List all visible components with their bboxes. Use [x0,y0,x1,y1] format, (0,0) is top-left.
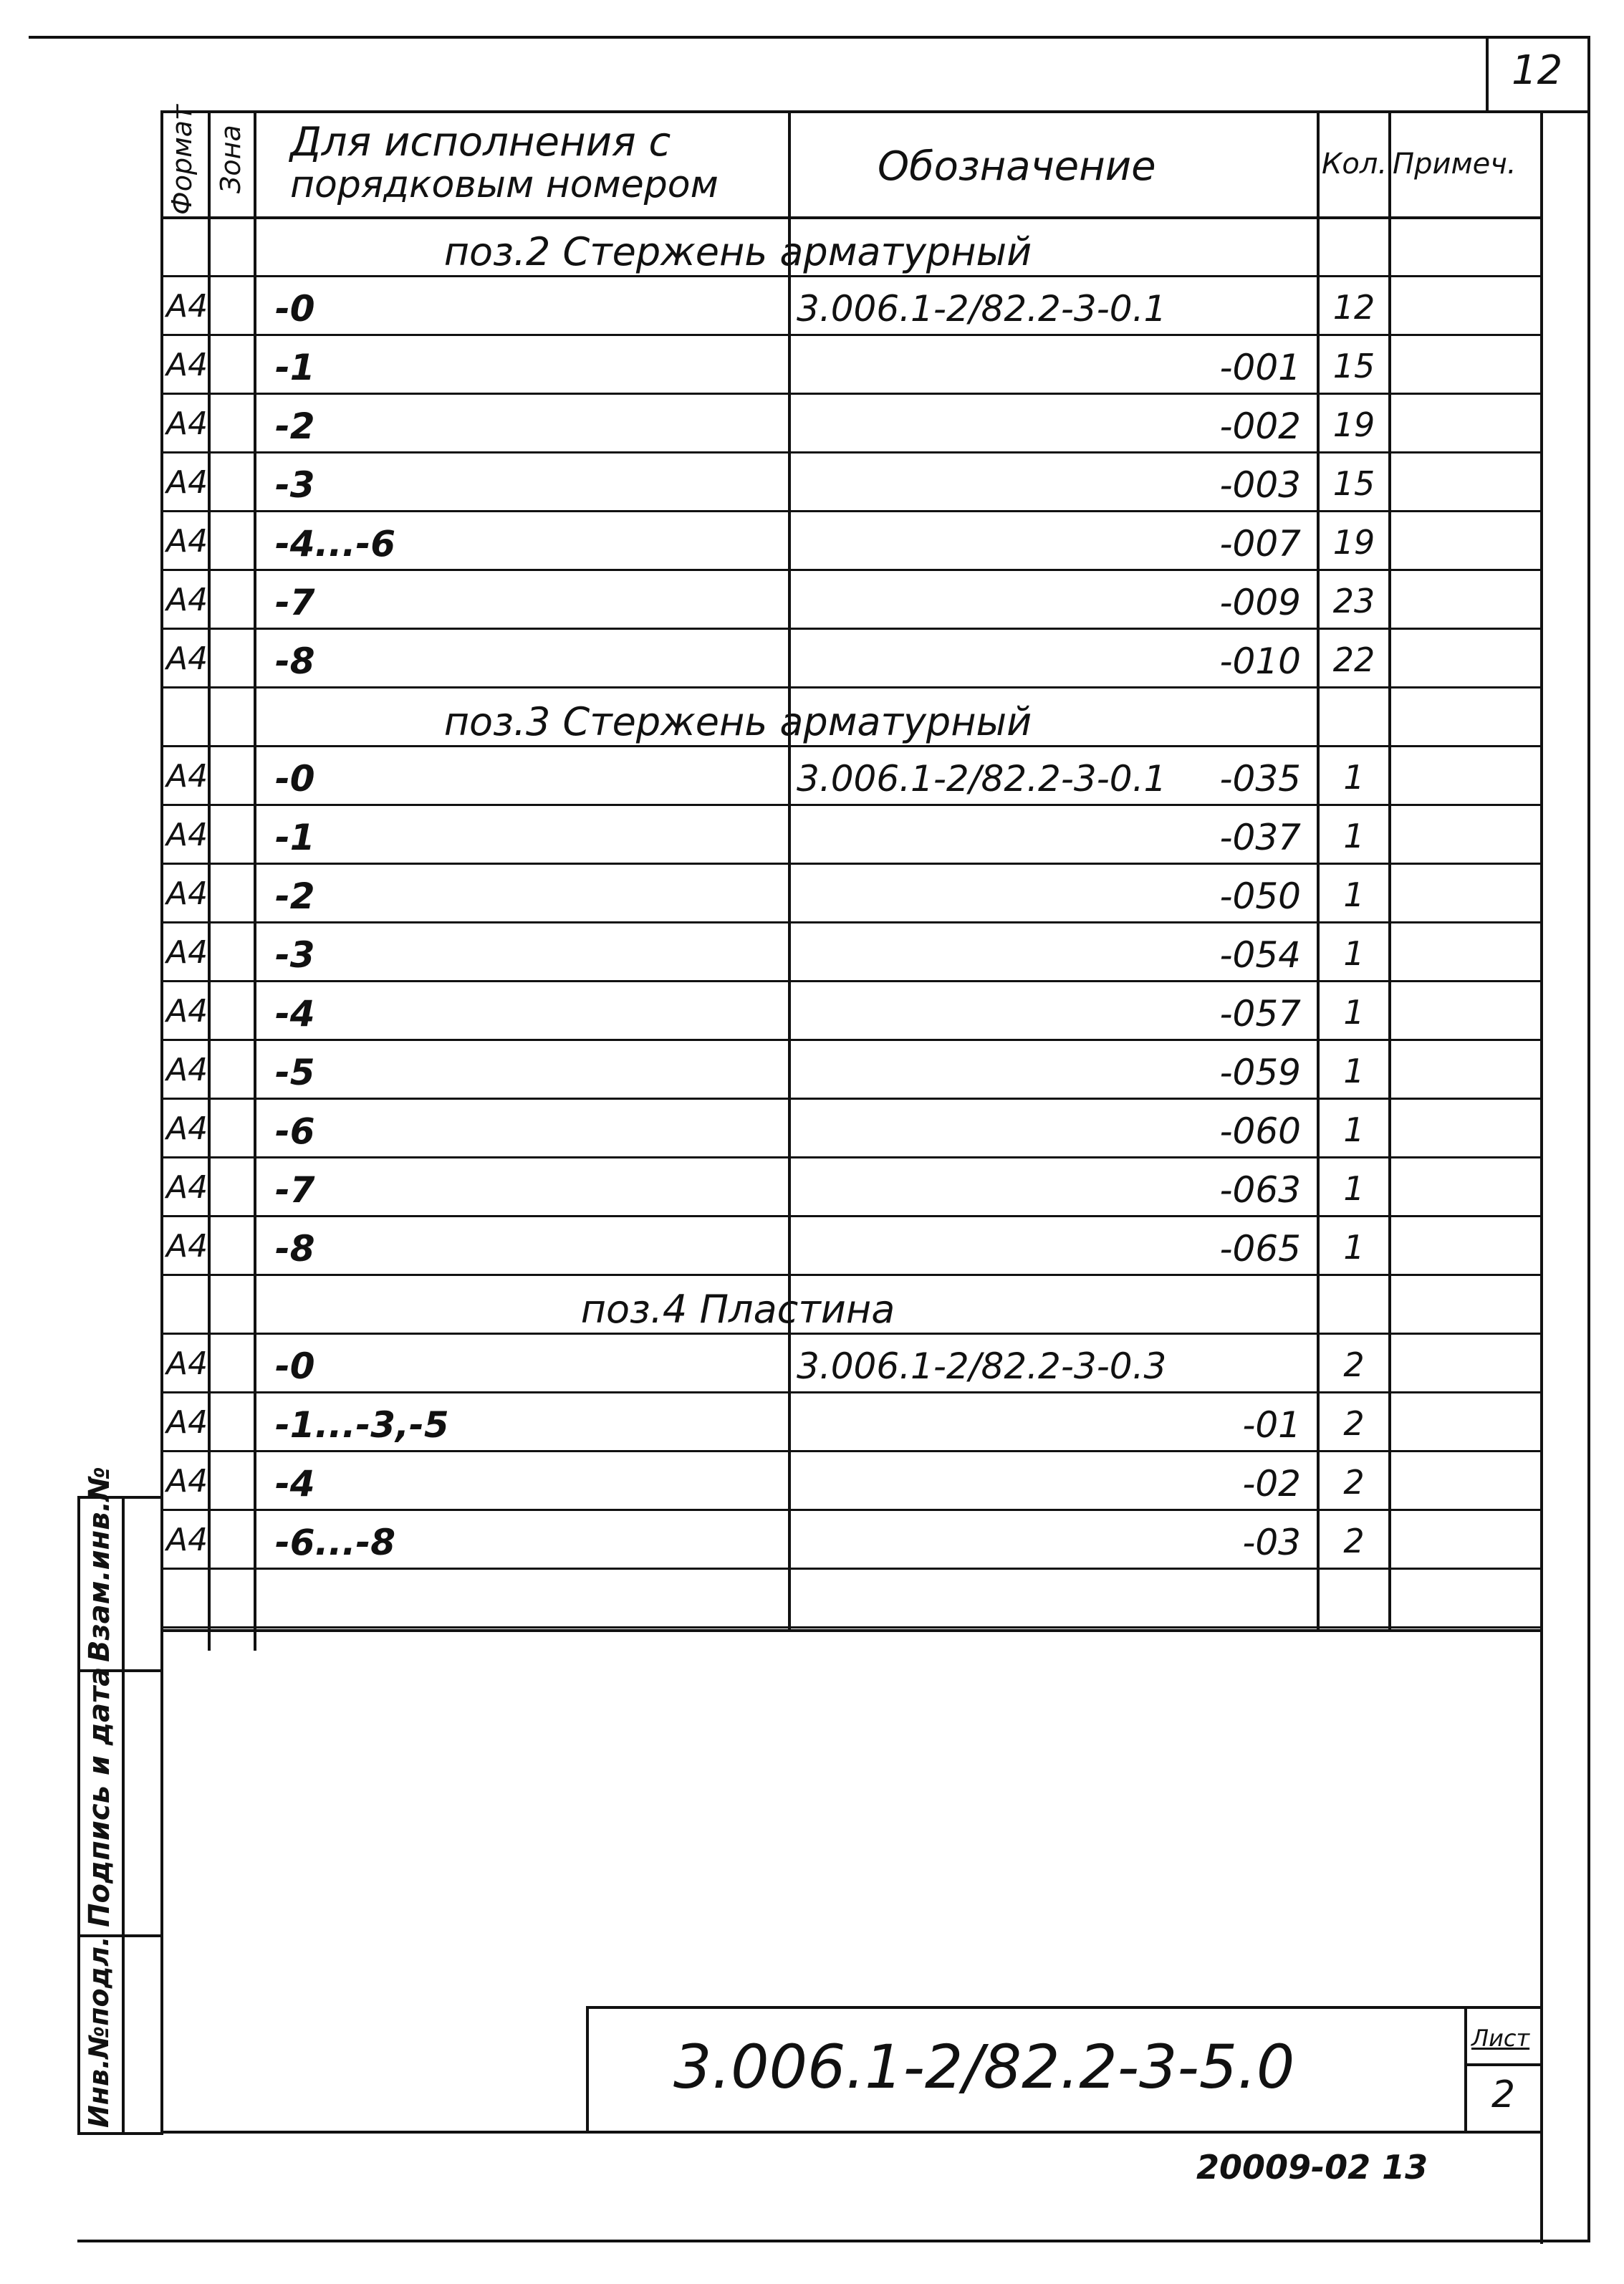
bottom-border [77,2240,1590,2242]
designation-suffix: -03 [1242,1522,1301,1563]
stamp-inner-edge [122,1497,125,2135]
execution-cell: -0 [275,1345,315,1387]
stamp-left-edge [77,1497,80,2135]
empty-row [0,1570,1624,1629]
format-cell: А4 [166,1110,208,1147]
table-row [0,1100,1624,1159]
table-row [0,1042,1624,1100]
execution-cell: -3 [275,934,315,976]
execution-cell: -6...-8 [275,1522,396,1563]
title-block-top [587,2006,1543,2009]
format-cell: А4 [166,993,208,1030]
designation-suffix: -02 [1242,1463,1301,1505]
execution-cell: -7 [275,582,315,623]
archive-number: 20009-02 13 [1196,2148,1428,2187]
header-execution-line1: Для исполнения с [290,119,671,165]
section-row [0,1277,1624,1335]
header-format: Формат [166,104,198,215]
format-cell: А4 [166,347,208,383]
designation-cell: 3.006.1-2/82.2-3-0.1 [797,288,1167,330]
qty-cell: 23 [1332,582,1375,620]
designation-suffix: -010 [1219,640,1301,682]
designation-suffix: -003 [1219,464,1301,506]
table-row [0,1394,1624,1453]
format-cell: А4 [166,1463,208,1500]
table-row [0,1218,1624,1277]
designation-suffix: -050 [1219,875,1301,917]
execution-cell: -1 [275,817,315,858]
format-cell: А4 [166,758,208,795]
designation-suffix: -059 [1219,1052,1301,1093]
execution-cell: -5 [275,1052,315,1093]
section-row [0,689,1624,748]
designation-suffix: -035 [1219,758,1301,800]
execution-cell: -2 [275,406,315,447]
title-block-bottom [160,2131,1543,2134]
designation-cell: 3.006.1-2/82.2-3-0.3 [797,1345,1167,1387]
qty-cell: 1 [1343,758,1365,797]
table-row [0,1335,1624,1394]
table-row [0,748,1624,807]
format-cell: А4 [166,523,208,560]
qty-cell: 2 [1343,1522,1365,1560]
table-row [0,865,1624,924]
format-cell: А4 [166,1052,208,1088]
format-cell: А4 [166,464,208,501]
qty-cell: 1 [1343,1110,1365,1149]
execution-cell: -0 [275,758,315,800]
format-cell: А4 [166,640,208,677]
sheet-box-divider [1464,2063,1543,2066]
designation-suffix: -001 [1219,347,1301,388]
table-row [0,630,1624,689]
table-row [0,278,1624,337]
execution-cell: -1 [275,347,315,388]
stamp-bottom [77,2132,163,2135]
header-qty: Кол. [1322,148,1388,181]
qty-cell: 1 [1343,934,1365,973]
execution-cell: -8 [275,640,315,682]
designation-suffix: -007 [1219,523,1301,565]
format-cell: А4 [166,934,208,971]
table-row [0,513,1624,572]
table-row [0,1159,1624,1218]
header-note: Примеч. [1393,148,1517,181]
sheet-number: 2 [1491,2073,1516,2116]
section-title: поз.4 Пластина [580,1287,895,1332]
table-row [0,1453,1624,1512]
execution-cell: -3 [275,464,315,506]
table-row [0,924,1624,983]
top-border [29,36,1590,39]
sheet-box-left [1464,2006,1467,2134]
format-cell: А4 [166,406,208,442]
designation-suffix: -002 [1219,406,1301,447]
format-cell: А4 [166,1522,208,1558]
execution-cell: -0 [275,288,315,330]
qty-cell: 1 [1343,1052,1365,1090]
section-title: поз.3 Стержень арматурный [443,699,1032,744]
qty-cell: 2 [1343,1404,1365,1443]
designation-suffix: -065 [1219,1228,1301,1270]
format-cell: А4 [166,1228,208,1265]
qty-cell: 1 [1343,817,1365,855]
table-body-bottom [160,1629,1543,1632]
designation-cell: 3.006.1-2/82.2-3-0.1 [797,758,1167,800]
table-row [0,454,1624,513]
table-row [0,807,1624,865]
qty-cell: 1 [1343,875,1365,914]
execution-cell: -6 [275,1110,315,1152]
format-cell: А4 [166,875,208,912]
format-cell: А4 [166,582,208,618]
stamp-vzam: Взам.инв.№ [83,1467,116,1662]
qty-cell: 12 [1332,288,1375,327]
qty-cell: 15 [1332,347,1375,385]
qty-cell: 22 [1332,640,1375,679]
table-row [0,572,1624,630]
header-designation: Обозначение [878,143,1156,190]
section-title: поз.2 Стержень арматурный [443,229,1032,274]
header-zone: Зона [215,125,246,193]
stamp-podpis: Подпись и дата [83,1666,116,1927]
header-execution-line2: порядковым номером [290,163,719,206]
stamp-inv-podl: Инв.№подл. [83,1936,115,2128]
designation-suffix: -037 [1219,817,1301,858]
execution-cell: -4...-6 [275,523,396,565]
execution-cell: -7 [275,1169,315,1211]
table-row [0,395,1624,454]
table-top [160,110,1590,113]
table-row [0,983,1624,1042]
qty-cell: 19 [1332,523,1375,562]
page-number-box-divider [1486,36,1489,110]
format-cell: А4 [166,817,208,853]
document-code: 3.006.1-2/82.2-3-5.0 [673,2032,1295,2102]
qty-cell: 1 [1343,993,1365,1032]
designation-suffix: -054 [1219,934,1301,976]
qty-cell: 15 [1332,464,1375,503]
format-cell: А4 [166,1169,208,1206]
format-cell: А4 [166,1345,208,1382]
qty-cell: 1 [1343,1169,1365,1208]
execution-cell: -1...-3,-5 [275,1404,449,1446]
format-cell: А4 [166,1404,208,1441]
table-row [0,337,1624,395]
execution-cell: -2 [275,875,315,917]
execution-cell: -8 [275,1228,315,1270]
qty-cell: 19 [1332,406,1375,444]
section-row [0,219,1624,278]
designation-suffix: -060 [1219,1110,1301,1152]
title-block-left [586,2006,589,2134]
designation-suffix: -057 [1219,993,1301,1035]
qty-cell: 2 [1343,1345,1365,1384]
designation-suffix: -063 [1219,1169,1301,1211]
sheet-label: Лист [1471,2025,1530,2052]
table-row [0,1512,1624,1570]
qty-cell: 1 [1343,1228,1365,1267]
designation-suffix: -01 [1242,1404,1301,1446]
designation-suffix: -009 [1219,582,1301,623]
qty-cell: 2 [1343,1463,1365,1502]
execution-cell: -4 [275,1463,315,1505]
execution-cell: -4 [275,993,315,1035]
page-number: 12 [1512,47,1563,94]
format-cell: А4 [166,288,208,325]
